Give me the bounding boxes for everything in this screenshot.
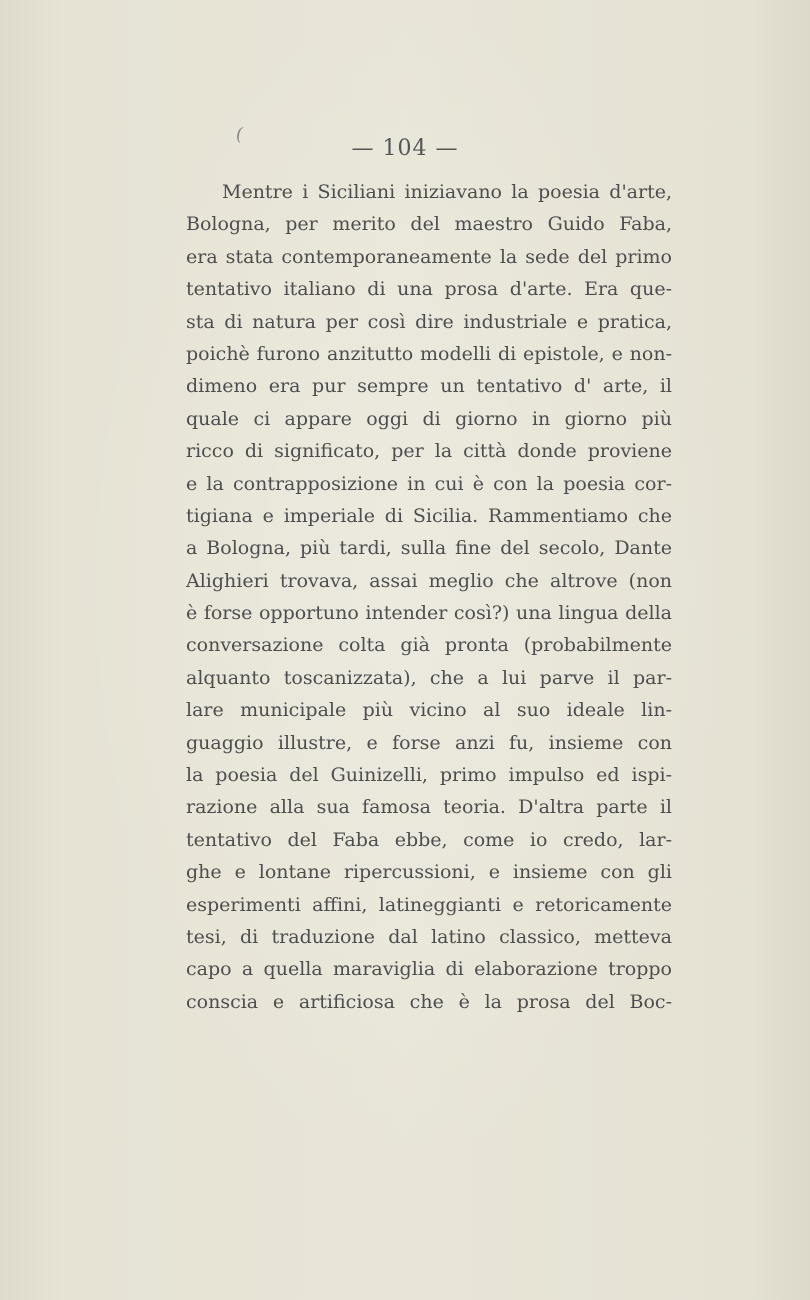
text-line: dimeno era pur sempre un tentativo d' arte, il: [186, 375, 672, 398]
stray-ink-mark: (: [233, 123, 246, 146]
text-line: esperimenti affini, latineggianti e retoricamente: [186, 893, 672, 916]
text-line: sta di natura per così dire industriale e pratica,: [186, 310, 672, 333]
body-text: [186, 176, 672, 1018]
text-line: Mentre i Siciliani iniziavano la poesia d'arte,: [222, 181, 672, 203]
text-line: ricco di significato, per la città donde proviene: [186, 440, 672, 463]
text-line: ghe e lontane ripercussioni, e insieme con gli: [186, 861, 672, 884]
text-line: tesi, di traduzione dal latino classico, metteva: [186, 925, 672, 948]
text-line: tentativo del Faba ebbe, come io credo, lar-: [186, 828, 672, 851]
text-line: tigiana e imperiale di Sicilia. Rammentiamo che: [186, 504, 672, 527]
text-line: capo a quella maraviglia di elaborazione troppo: [186, 958, 672, 981]
text-line: la poesia del Guinizelli, primo impulso ed ispi-: [186, 764, 672, 787]
text-line: conversazione colta già pronta (probabilmente: [186, 634, 672, 657]
text-line: razione alla sua famosa teoria. D'altra parte il: [186, 796, 672, 819]
text-line: a Bologna, più tardi, sulla fine del secolo, Dante: [186, 537, 672, 560]
text-line: guaggio illustre, e forse anzi fu, insieme con: [186, 731, 672, 754]
text-line: Alighieri trovava, assai meglio che altrove (non: [186, 569, 672, 592]
text-line: e la contrapposizione in cui è con la poesia cor-: [186, 472, 672, 495]
text-line: quale ci appare oggi di giorno in giorno più: [186, 407, 672, 430]
text-line: tentativo italiano di una prosa d'arte. Era que-: [186, 278, 672, 301]
text-line: poichè furono anzitutto modelli di epistole, e non-: [186, 342, 672, 365]
text-line: Bologna, per merito del maestro Guido Faba,: [186, 213, 672, 236]
page-number: — 104 —: [351, 136, 459, 161]
text-line: alquanto toscanizzata), che a lui parve il par-: [186, 666, 672, 689]
text-line: è forse opportuno intender così?) una lingua della: [186, 602, 672, 625]
text-line: lare municipale più vicino al suo ideale lin-: [186, 699, 672, 722]
text-line: era stata contemporaneamente la sede del primo: [186, 245, 672, 268]
text-line: conscia e artificiosa che è la prosa del Boc-: [186, 990, 672, 1013]
